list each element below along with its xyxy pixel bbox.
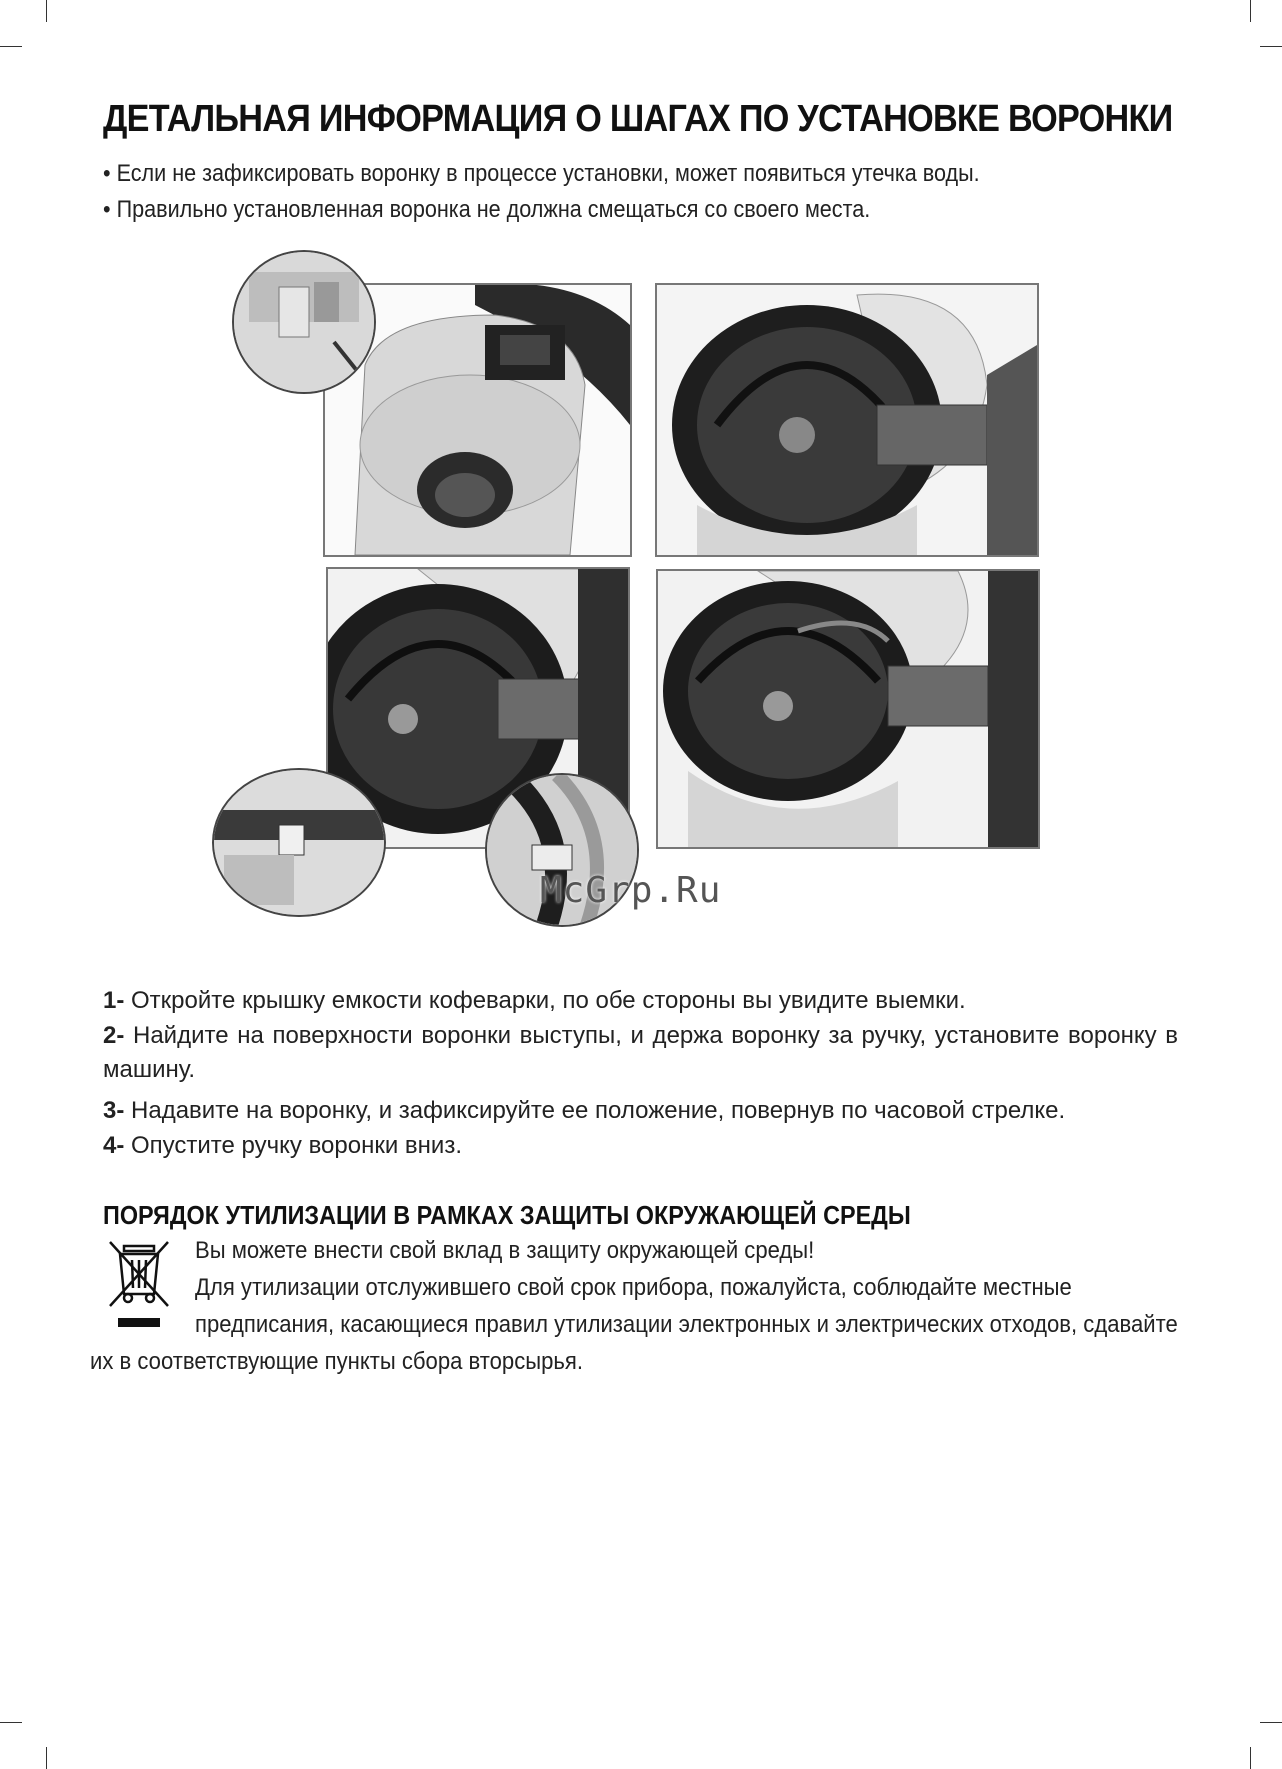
- crop-mark: [0, 1722, 22, 1723]
- crop-mark: [1260, 1722, 1282, 1723]
- step-text: Опустите ручку воронки вниз.: [124, 1132, 462, 1159]
- step-text: Найдите на поверхности воронки выступы, и держа воронку за ручку, установите воронку в машину.: [103, 1022, 1178, 1083]
- step-2: [103, 1019, 1178, 1087]
- step-number: 2-: [103, 1022, 125, 1049]
- crop-mark: [46, 0, 47, 22]
- watermark: McGrp.Ru: [540, 870, 722, 911]
- crop-mark: [46, 1747, 47, 1769]
- disposal-line: их в соответствующие пункты сбора вторсырья.: [90, 1348, 583, 1375]
- disposal-line: Для утилизации отслужившего свой срок прибора, пожалуйста, соблюдайте местные: [195, 1274, 1072, 1301]
- crop-mark: [0, 46, 22, 47]
- note-bullet: • Если не зафиксировать воронку в процессе установки, может появиться утечка воды.: [103, 160, 980, 187]
- step-text: Надавите на воронку, и зафиксируйте ее положение, повернув по часовой стрелке.: [124, 1097, 1066, 1124]
- crop-mark: [1250, 1747, 1251, 1769]
- step-4: [103, 1129, 1178, 1163]
- disposal-title: ПОРЯДОК УТИЛИЗАЦИИ В РАМКАХ ЗАЩИТЫ ОКРУЖАЮЩЕЙ СРЕДЫ: [103, 1200, 911, 1230]
- crossed-out-wheelie-bin-icon: [100, 1236, 180, 1336]
- step-1: [103, 984, 1178, 1018]
- disposal-line: предписания, касающиеся правил утилизации электронных и электрических отходов, сдавайте: [195, 1311, 1178, 1338]
- crop-mark: [1260, 46, 1282, 47]
- step-number: 4-: [103, 1132, 125, 1159]
- crop-mark: [1250, 0, 1251, 22]
- disposal-line: Вы можете внести свой вклад в защиту окружающей среды!: [195, 1237, 815, 1264]
- note-bullet: • Правильно установленная воронка не должна смещаться со своего места.: [103, 196, 871, 223]
- step-4-photo: [656, 569, 1040, 849]
- step-number: 3-: [103, 1097, 125, 1124]
- lug-detail-zoom-left: [212, 768, 386, 917]
- step-number: 1-: [103, 987, 125, 1014]
- step-2-photo: [655, 283, 1039, 557]
- page-title: ДЕТАЛЬНАЯ ИНФОРМАЦИЯ О ШАГАХ ПО УСТАНОВКЕ ВОРОНКИ: [103, 98, 1173, 140]
- notch-detail-zoom: [232, 250, 376, 394]
- step-3: [103, 1094, 1178, 1128]
- step-text: Откройте крышку емкости кофеварки, по обе стороны вы увидите выемки.: [124, 987, 966, 1014]
